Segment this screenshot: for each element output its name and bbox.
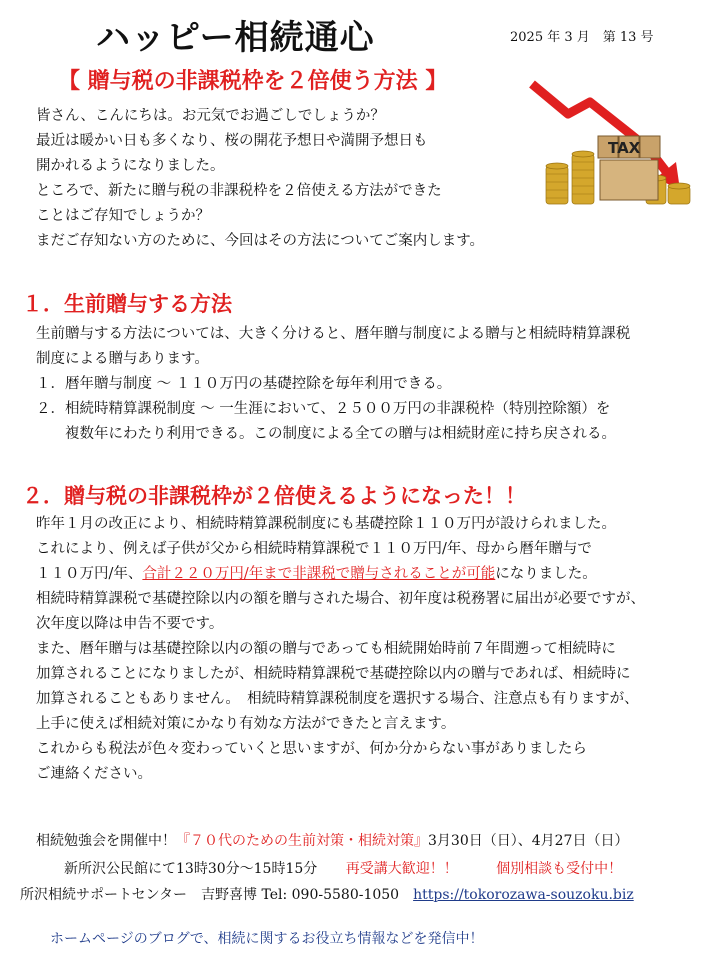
section2-line: 上手に使えば相続対策にかなり有効な方法ができたと言えます。 — [36, 716, 456, 732]
intro-line: 最近は暖かい日も多くなり、桜の開花予想日や満開予想日も — [36, 133, 428, 149]
seminar-dates: 3月30日（日）、4月27日（日） — [428, 833, 629, 849]
section1-item: １．暦年贈与制度 〜 １１０万円の基礎控除を毎年利用できる。 — [36, 376, 452, 392]
intro-line: ところで、新たに贈与税の非課税枠を２倍使える方法ができた — [36, 183, 442, 199]
section1-item: 複数年にわたり利用できる。この制度による全ての贈与は相続財産に持ち戻される。 — [36, 426, 616, 442]
section1-item: ２．相続時精算課税制度 〜 一生涯において、２５００万円の非課税枠（特別控除額）を — [36, 401, 611, 417]
seminar-title: 『７０代のための生前対策・相続対策』 — [176, 833, 428, 849]
org-contact: 所沢相続サポートセンター 吉野喜博 Tel: 090-5580-1050 — [20, 887, 400, 903]
tax-coins-arrow-icon — [528, 78, 700, 212]
venue-info — [64, 858, 622, 878]
seminar-info — [36, 830, 628, 850]
highlight-text: 合計２２０万円/年まで非課税で贈与されることが可能 — [142, 566, 496, 582]
section2-line: ご連絡ください。 — [36, 766, 152, 782]
website-link[interactable]: https://tokorozawa-souzoku.biz — [413, 887, 634, 903]
section1-heading: １．生前贈与する方法 — [22, 291, 232, 316]
newsletter-title: ハッピー相続通心 — [96, 18, 375, 58]
contact-info — [20, 884, 634, 904]
intro-text — [36, 104, 484, 254]
section2-line: 加算されることもありません。 相続時精算課税制度を選択する場合、注意点も有りますが、 — [36, 691, 639, 707]
blog-notice: ホームページのブログで、相続に関するお役立ち情報などを発信中！ — [50, 931, 484, 947]
venue-text: 新所沢公民館にて13時30分～15時15分 — [64, 861, 318, 877]
section2-line-post: になりました。 — [495, 566, 597, 582]
consult-text: 個別相談も受付中！ — [496, 861, 623, 877]
intro-line: 開かれるようになりました。 — [36, 158, 225, 174]
intro-line: ことはご存知でしょうか？ — [36, 208, 210, 224]
tax-tile-text: TAX — [608, 139, 641, 157]
section1-body — [36, 322, 630, 447]
section2-heading: ２．贈与税の非課税枠が２倍使えるようになった！！ — [22, 483, 526, 508]
section2-line: また、暦年贈与は基礎控除以内の額の贈与であっても相続開始時前７年間遡って相続時に — [36, 641, 616, 657]
section2-line-pre: １１０万円/年、 — [36, 566, 143, 582]
section2-line: 相続時精算課税で基礎控除以内の額を贈与された場合、初年度は税務署に届出が必要ですが、 — [36, 591, 645, 607]
section2-line: これにより、例えば子供が父から相続時精算課税で１１０万円/年、母から暦年贈与で — [36, 541, 592, 557]
section2-line — [36, 562, 645, 587]
section1-line: 制度による贈与あります。 — [36, 351, 209, 367]
section2-line: 昨年１月の改正により、相続時精算課税制度にも基礎控除１１０万円が設けられました。 — [36, 516, 616, 532]
intro-line: まだご存知ない方のために、今回はその方法についてご案内します。 — [36, 233, 485, 249]
section2-body — [36, 512, 645, 787]
section2-line: 次年度以降は申告不要です。 — [36, 616, 224, 632]
seminar-label: 相続勉強会を開催中！ — [36, 833, 176, 849]
welcome-text: 再受講大歓迎！！ — [345, 861, 458, 877]
issue-date: 2025 年 3 月 第 13 号 — [510, 30, 654, 45]
article-title: 【 贈与税の非課税枠を２倍使う方法 】 — [58, 68, 448, 94]
intro-line: 皆さん、こんにちは。お元気でお過ごしでしょうか？ — [36, 108, 385, 124]
section2-line: 加算されることになりましたが、相続時精算課税で基礎控除以内の贈与であれば、相続時に — [36, 666, 631, 682]
section1-line: 生前贈与する方法については、大きく分けると、暦年贈与制度による贈与と相続時精算課税 — [36, 326, 631, 342]
section2-line: これからも税法が色々変わっていくと思いますが、何か分からない事がありましたら — [36, 741, 587, 757]
